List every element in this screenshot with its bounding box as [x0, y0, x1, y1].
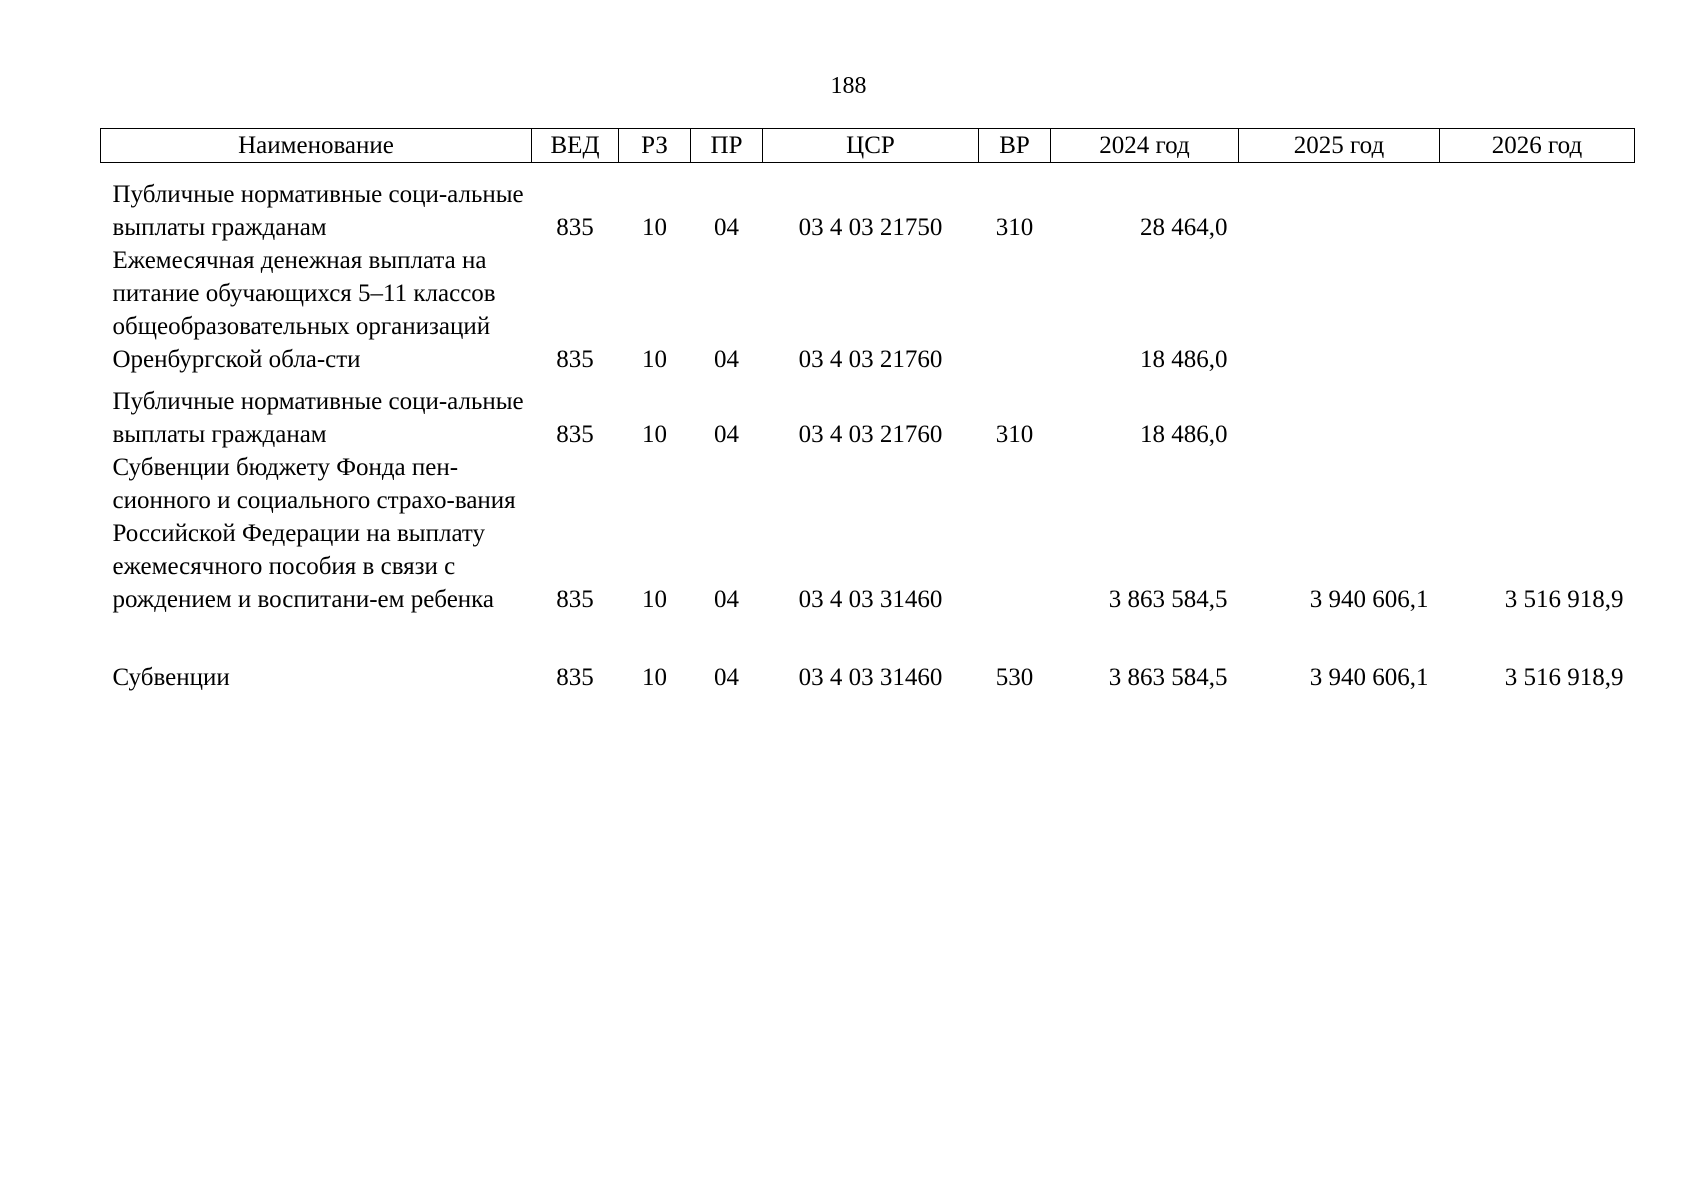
row-rz: 10: [642, 586, 667, 613]
row-pr: 04: [714, 421, 739, 448]
row-rz: 10: [642, 346, 667, 373]
header-2026: 2026 год: [1440, 129, 1635, 163]
row-2024: 18 486,0: [1140, 346, 1228, 373]
row-ved: 835: [556, 421, 594, 448]
row-name: Публичные нормативные соци-альные выплаты гражданам: [112, 388, 524, 448]
header-row: [101, 129, 1635, 163]
table-row: [101, 244, 1635, 376]
row-vr: 310: [995, 214, 1034, 241]
row-csr: 03 4 03 31460: [798, 664, 943, 691]
row-pr: 04: [714, 214, 739, 241]
row-2026: [1440, 163, 1635, 245]
row-2025: [1239, 376, 1440, 451]
row-pr: 04: [714, 586, 739, 613]
row-name: Субвенции бюджету Фонда пен-сионного и социального страхо-вания Российской Федерации на выплату ежемесячного пособия в связи с рождением и воспитани-ем ребенка: [112, 454, 516, 613]
row-csr: 03 4 03 21760: [798, 421, 943, 448]
header-vr: ВР: [979, 129, 1051, 163]
header-2024: 2024 год: [1051, 129, 1239, 163]
row-2026: [1440, 376, 1635, 451]
row-rz: 10: [642, 421, 667, 448]
table-row: [101, 451, 1635, 616]
header-rz: РЗ: [619, 129, 691, 163]
row-ved: 835: [556, 346, 594, 373]
row-name: Публичные нормативные соци-альные выплаты гражданам: [112, 181, 524, 241]
table-row: [101, 616, 1635, 694]
header-csr: ЦСР: [763, 129, 979, 163]
row-vr: 530: [995, 664, 1034, 691]
row-rz: 10: [642, 664, 667, 691]
row-2025: 3 940 606,1: [1309, 664, 1429, 691]
row-pr: 04: [714, 346, 739, 373]
header-ved: ВЕД: [532, 129, 619, 163]
table-row: [101, 163, 1635, 245]
row-2024: 3 863 584,5: [1108, 664, 1228, 691]
row-2026: 3 516 918,9: [1504, 586, 1624, 613]
header-2025: 2025 год: [1239, 129, 1440, 163]
row-name: Ежемесячная денежная выплата на питание обучающихся 5–11 классов общеобразовательных организаций Оренбургской обла-сти: [112, 247, 496, 373]
row-2025: 3 940 606,1: [1309, 586, 1429, 613]
row-rz: 10: [642, 214, 667, 241]
header-pr: ПР: [691, 129, 763, 163]
row-2024: 18 486,0: [1140, 421, 1228, 448]
table-row: [101, 376, 1635, 451]
row-vr: [979, 451, 1051, 616]
row-ved: 835: [556, 664, 594, 691]
row-csr: 03 4 03 21750: [798, 214, 943, 241]
row-2024: 3 863 584,5: [1108, 586, 1228, 613]
row-2024: 28 464,0: [1140, 214, 1228, 241]
row-vr: 310: [995, 421, 1034, 448]
row-ved: 835: [556, 214, 594, 241]
budget-table: [100, 128, 1635, 694]
row-csr: 03 4 03 31460: [798, 586, 943, 613]
row-2026: 3 516 918,9: [1504, 664, 1624, 691]
row-vr: [979, 244, 1051, 376]
row-pr: 04: [714, 664, 739, 691]
page-number: 188: [830, 73, 867, 99]
header-name: Наименование: [101, 129, 532, 163]
row-csr: 03 4 03 21760: [798, 346, 943, 373]
row-2025: [1239, 244, 1440, 376]
row-2026: [1440, 244, 1635, 376]
row-name: Субвенции: [112, 664, 230, 691]
row-ved: 835: [556, 586, 594, 613]
row-2025: [1239, 163, 1440, 245]
